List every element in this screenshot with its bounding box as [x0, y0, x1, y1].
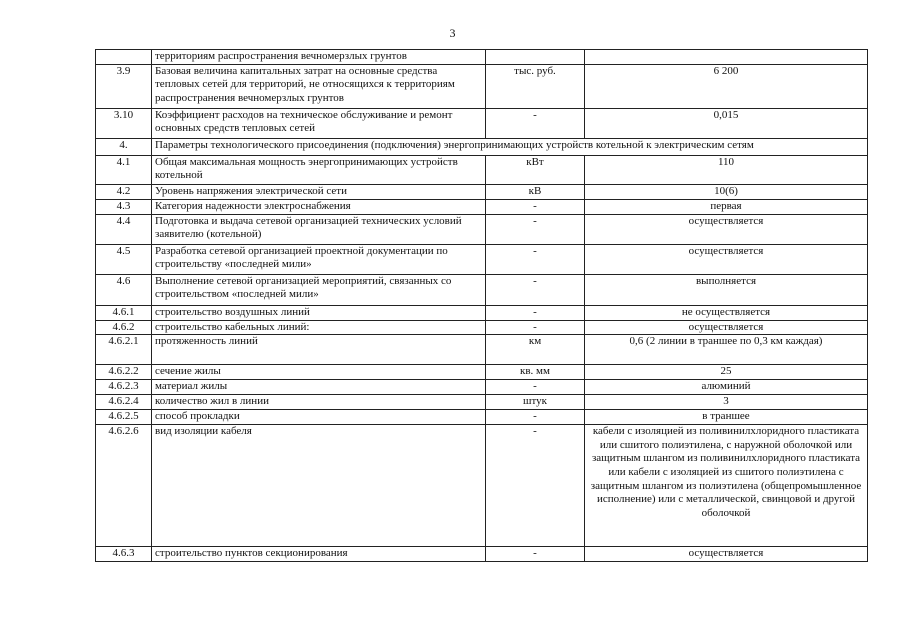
- parameter-name-cell: Базовая величина капитальных затрат на основные средства тепловых сетей для территорий, не относящихся к территориям распространения вечномерзлых грунтов: [152, 64, 486, 108]
- row-number-cell: 4.6.3: [96, 547, 152, 562]
- value-cell: [585, 50, 868, 65]
- unit-cell: кВт: [486, 155, 585, 184]
- table-row: [96, 305, 868, 320]
- unit-cell: тыс. руб.: [486, 64, 585, 108]
- row-number-cell: 4.6.2.6: [96, 425, 152, 547]
- parameter-name-cell: вид изоляции кабеля: [152, 425, 486, 547]
- table-row: [96, 425, 868, 547]
- parameter-name-cell: сечение жилы: [152, 365, 486, 380]
- row-number-cell: [96, 50, 152, 65]
- page-number: 3: [449, 26, 456, 40]
- parameter-name-cell: материал жилы: [152, 380, 486, 395]
- table-row: [96, 184, 868, 199]
- unit-cell: -: [486, 547, 585, 562]
- parameters-table: [95, 49, 868, 562]
- table-row: [96, 380, 868, 395]
- value-cell: 25: [585, 365, 868, 380]
- row-number-cell: 4.6.2.5: [96, 410, 152, 425]
- row-number-cell: 4.4: [96, 214, 152, 244]
- row-number-cell: 4.6.2: [96, 320, 152, 335]
- unit-cell: кв. мм: [486, 365, 585, 380]
- value-cell: осуществляется: [585, 547, 868, 562]
- parameter-name-cell: Уровень напряжения электрической сети: [152, 184, 486, 199]
- parameter-name-cell: территориям распространения вечномерзлых грунтов: [152, 50, 486, 65]
- unit-cell: -: [486, 380, 585, 395]
- unit-cell: км: [486, 335, 585, 365]
- value-cell: 110: [585, 155, 868, 184]
- unit-cell: -: [486, 199, 585, 214]
- table-row: [96, 199, 868, 214]
- parameter-name-cell: протяженность линий: [152, 335, 486, 365]
- row-number-cell: 4.6.1: [96, 305, 152, 320]
- table-row: [96, 274, 868, 305]
- parameter-name-cell: Подготовка и выдача сетевой организацией технических условий заявителю (котельной): [152, 214, 486, 244]
- value-cell: 0,6 (2 линии в траншее по 0,3 км каждая): [585, 335, 868, 365]
- row-number-cell: 4.: [96, 138, 152, 155]
- table-row: [96, 155, 868, 184]
- value-cell: кабели с изоляцией из поливинилхлоридного пластиката или сшитого полиэтилена, с наружной оболочкой или защитным шлангом из поливинилхлоридного пластиката или кабели с изоляцией из сшитого полиэтилена с защитным шлангом из полиэтилена (общепромышленное исполнение) или с металлической, свинцовой и другой оболочкой: [585, 425, 868, 547]
- table-row: [96, 547, 868, 562]
- unit-cell: -: [486, 244, 585, 274]
- parameter-name-cell: Разработка сетевой организацией проектной документации по строительству «последней мили»: [152, 244, 486, 274]
- row-number-cell: 4.3: [96, 199, 152, 214]
- row-number-cell: 3.10: [96, 108, 152, 138]
- parameter-name-cell: Общая максимальная мощность энергопринимающих устройств котельной: [152, 155, 486, 184]
- unit-cell: -: [486, 274, 585, 305]
- unit-cell: -: [486, 410, 585, 425]
- parameter-name-cell: Коэффициент расходов на техническое обслуживание и ремонт основных средств тепловых сетей: [152, 108, 486, 138]
- row-number-cell: 4.2: [96, 184, 152, 199]
- unit-cell: -: [486, 108, 585, 138]
- parameters-table-body: [96, 50, 868, 562]
- unit-cell: -: [486, 305, 585, 320]
- table-row: [96, 138, 868, 155]
- row-number-cell: 3.9: [96, 64, 152, 108]
- row-number-cell: 4.1: [96, 155, 152, 184]
- value-cell: осуществляется: [585, 214, 868, 244]
- value-cell: в траншее: [585, 410, 868, 425]
- table-row: [96, 50, 868, 65]
- row-number-cell: 4.6.2.4: [96, 395, 152, 410]
- table-row: [96, 410, 868, 425]
- value-cell: выполняется: [585, 274, 868, 305]
- section-title-cell: Параметры технологического присоединения (подключения) энергопринимающих устройств котельной к электрическим сетям: [152, 138, 868, 155]
- unit-cell: [486, 50, 585, 65]
- value-cell: 10(6): [585, 184, 868, 199]
- table-row: [96, 335, 868, 365]
- table-row: [96, 320, 868, 335]
- table-row: [96, 108, 868, 138]
- parameter-name-cell: строительство воздушных линий: [152, 305, 486, 320]
- parameter-name-cell: строительство пунктов секционирования: [152, 547, 486, 562]
- table-row: [96, 365, 868, 380]
- value-cell: осуществляется: [585, 320, 868, 335]
- value-cell: 6 200: [585, 64, 868, 108]
- unit-cell: штук: [486, 395, 585, 410]
- value-cell: 0,015: [585, 108, 868, 138]
- row-number-cell: 4.6.2.3: [96, 380, 152, 395]
- unit-cell: -: [486, 214, 585, 244]
- row-number-cell: 4.6.2.1: [96, 335, 152, 365]
- value-cell: 3: [585, 395, 868, 410]
- value-cell: алюминий: [585, 380, 868, 395]
- unit-cell: -: [486, 320, 585, 335]
- value-cell: не осуществляется: [585, 305, 868, 320]
- table-row: [96, 64, 868, 108]
- parameter-name-cell: количество жил в линии: [152, 395, 486, 410]
- table-row: [96, 395, 868, 410]
- parameter-name-cell: Категория надежности электроснабжения: [152, 199, 486, 214]
- row-number-cell: 4.6: [96, 274, 152, 305]
- table-row: [96, 214, 868, 244]
- table-row: [96, 244, 868, 274]
- row-number-cell: 4.5: [96, 244, 152, 274]
- parameter-name-cell: Выполнение сетевой организацией мероприятий, связанных со строительством «последней мили»: [152, 274, 486, 305]
- unit-cell: -: [486, 425, 585, 547]
- value-cell: осуществляется: [585, 244, 868, 274]
- row-number-cell: 4.6.2.2: [96, 365, 152, 380]
- parameter-name-cell: строительство кабельных линий:: [152, 320, 486, 335]
- unit-cell: кВ: [486, 184, 585, 199]
- value-cell: первая: [585, 199, 868, 214]
- parameter-name-cell: способ прокладки: [152, 410, 486, 425]
